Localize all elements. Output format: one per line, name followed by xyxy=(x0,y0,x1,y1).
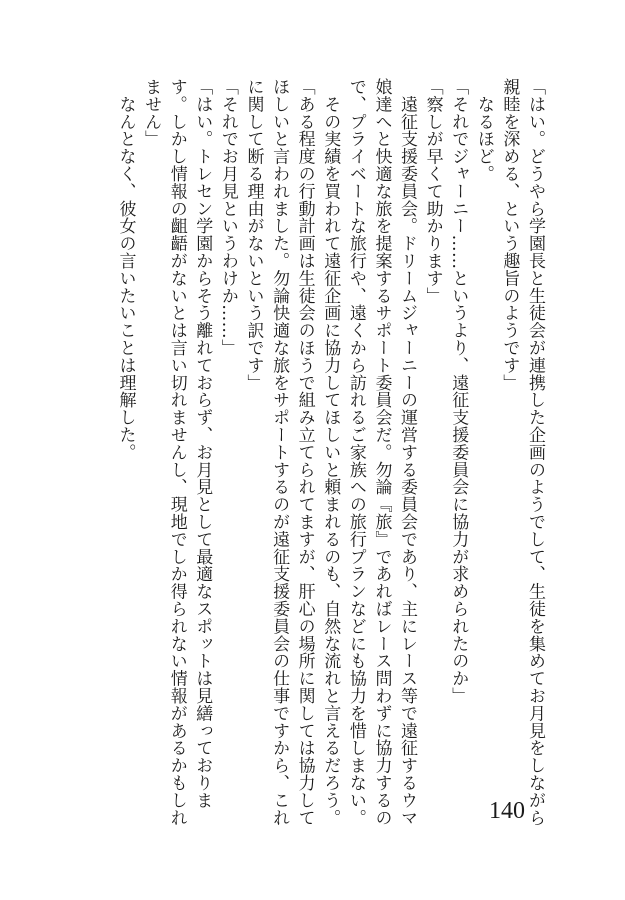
text-line: なるほど。 xyxy=(473,78,494,183)
page-number: 140 xyxy=(489,798,525,824)
text-line: 「はい。トレセン学園からそう離れておらず、お月見として最適なスポットは見繕っておりま xyxy=(192,78,213,809)
text-line: 「それでジャーニー……というより、遠征支援委員会に協力が求められたのか」 xyxy=(448,78,469,705)
text-line: に関して断る理由がないという訳です」 xyxy=(243,78,264,392)
text-line: 「察しが早くて助かります」 xyxy=(422,78,443,305)
text-line: その実績を買われて遠征企画に協力してほしいと頼まれるのも、自然な流れと言えるだろう。 xyxy=(320,78,341,827)
text-line: 親睦を深める、という趣旨のようです」 xyxy=(499,78,520,392)
text-line: 娘達へと快適な旅を提案するサポート委員会だ。勿論『旅』であればレース問わずに協力するの xyxy=(371,78,392,827)
text-line: 「それでお月見というわけか……」 xyxy=(217,78,238,357)
text-line: 「ある程度の行動計画は生徒会のほうで組み立てられてますが、肝心の場所に関しては協力して xyxy=(294,78,315,827)
text-line: なんとなく、彼女の言いたいことは理解した。 xyxy=(115,78,136,461)
text-line: 遠征支援委員会。ドリームジャーニーの運営する委員会であり、主にレース等で遠征するウマ xyxy=(397,78,418,827)
text-line: ません」 xyxy=(141,78,162,148)
text-line: 「はい。どうやら学園長と生徒会が連携した企画のようでして、生徒を集めてお月見をしながら xyxy=(525,78,545,827)
text-line: ほしいと言われました。勿論快適な旅をサポートするのが遠征支援委員会の仕事ですから、これ xyxy=(269,78,290,827)
text-line: で、プライベートな旅行や、遠くから訪れるご家族への旅行プランなどにも協力を惜しまない。 xyxy=(345,78,366,827)
text-line: す。しかし情報の齟齬がないとは言い切れませんし、現地でしか得られない情報があるかもしれ xyxy=(166,78,187,827)
